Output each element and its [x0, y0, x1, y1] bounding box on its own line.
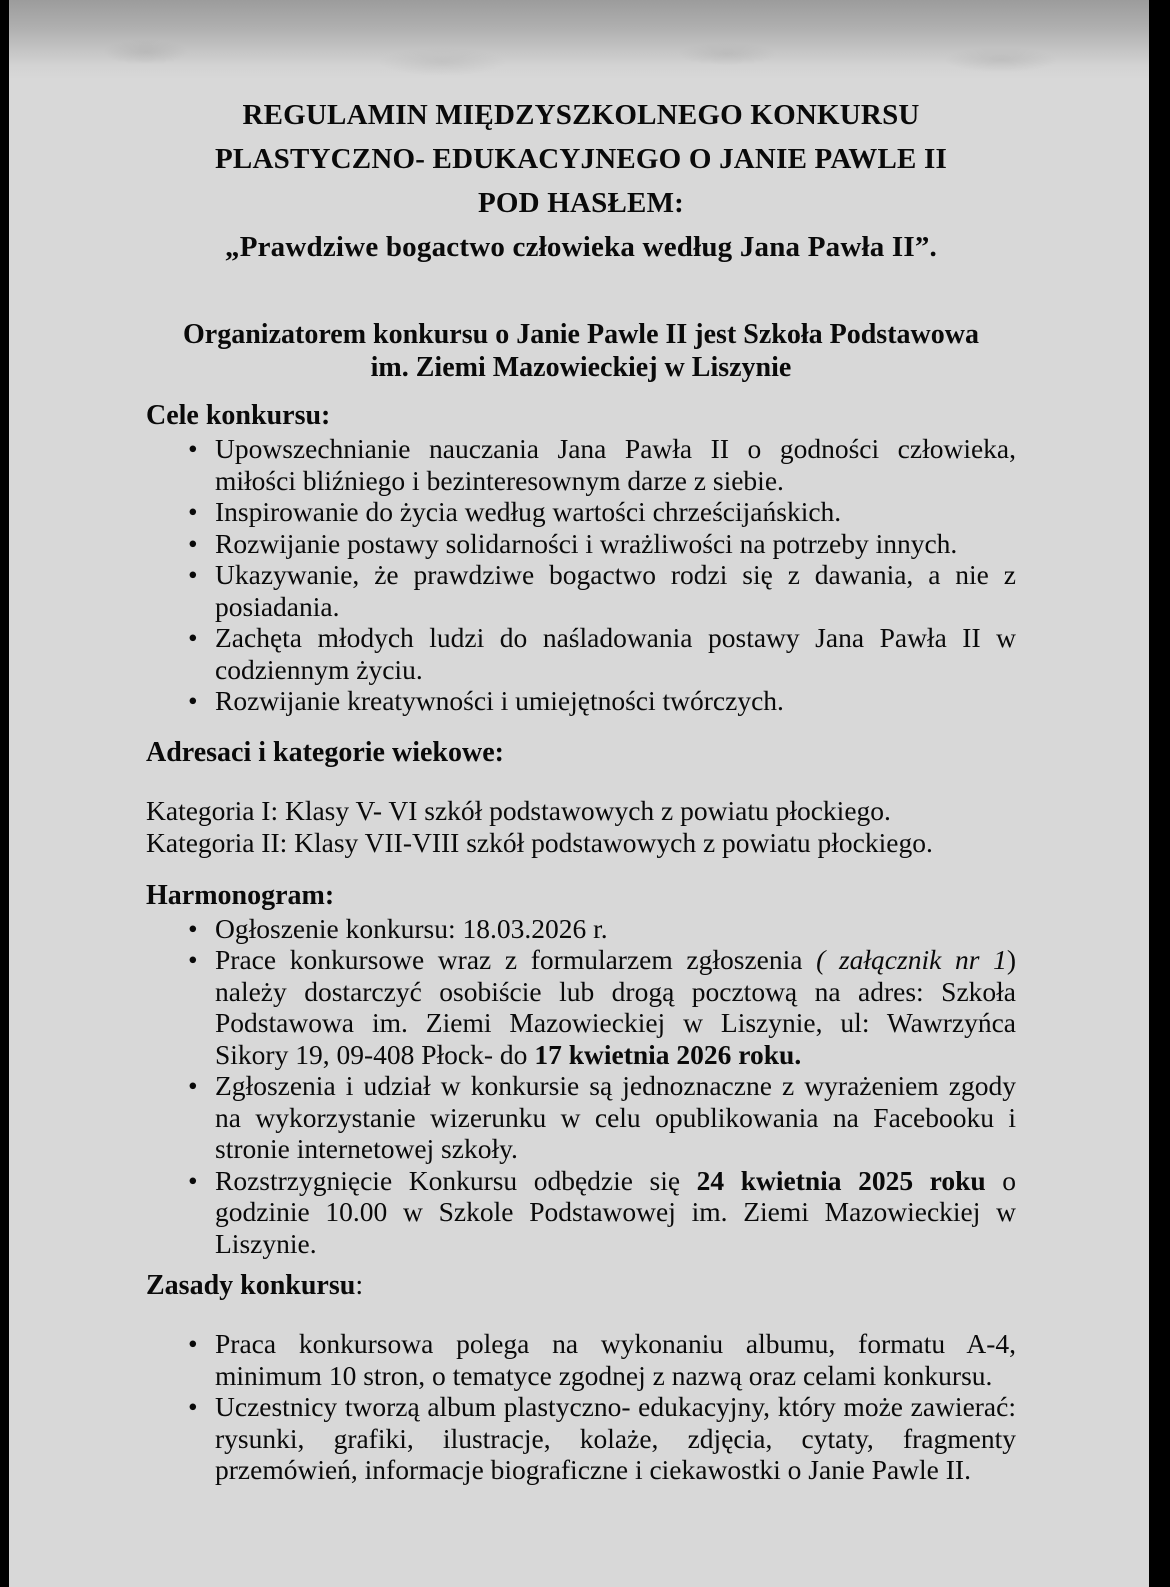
text-run: Prace konkursowe wraz z formularzem zgłoszenia — [215, 944, 817, 975]
title-line-3: POD HASŁEM: — [477, 187, 684, 219]
section-heading-adresaci: Adresaci i kategorie wiekowe: — [146, 736, 504, 768]
list-item — [215, 913, 1016, 945]
scanned-document-page — [9, 0, 1149, 1587]
text-run: Rozstrzygnięcie Konkursu odbędzie się — [215, 1164, 697, 1196]
list-item: • Praca konkursowa polega na wykonaniu albumu, formatu A-4, minimum 10 stron, o tematyce zgodnej z nazwą oraz celami konkursu. — [215, 1328, 1016, 1391]
text-run: o godzinie 10.00 w Szkole Podstawowej im. Ziemi Mazowieckiej w Liszynie. — [215, 1164, 1017, 1259]
list-item: • Ukazywanie, że prawdziwe bogactwo rodzi się z dawania, a nie z posiadania. — [215, 559, 1016, 622]
organizer-line-2: im. Ziemi Mazowieckiej w Liszynie — [370, 352, 792, 383]
document-title — [146, 0, 1016, 262]
text-run-bold: 17 kwietnia 2026 roku. — [534, 1038, 802, 1070]
list-item: • Uczestnicy tworzą album plastyczno- edukacyjny, który może zawierać: rysunki, grafiki, ilustracje, kolaże, zdjęcia, cytaty, fragmenty przemówień, informacje biograficzne i ciekawostki o Janie Pawle II. — [215, 1391, 1016, 1486]
text-run-bold: Zasady konkursu — [146, 1270, 356, 1301]
list-item — [215, 1165, 1016, 1260]
section-heading-harmonogram: Harmonogram: — [146, 879, 335, 911]
text-run: ) należy dostarczyć osobiście lub drogą pocztową na adres: Szkoła Podstawowa im. Ziemi Mazowieckiej w Liszynie, ul: Wawrzyńca Sikory 19, 09-408 Płock- do — [215, 944, 1016, 1070]
document-content — [9, 0, 1149, 1486]
kategoria-1-line: Kategoria I: Klasy V- VI szkół podstawowych z powiatu płockiego. — [146, 794, 891, 826]
list-item: • Rozwijanie kreatywności i umiejętności twórczych. — [215, 685, 1016, 717]
list-item: • Upowszechnianie nauczania Jana Pawła II o godności człowieka, miłości bliźniego i bezinteresownym darze z siebie. — [215, 433, 1016, 496]
title-line-1: REGULAMIN MIĘDZYSZKOLNEGO KONKURSU — [242, 99, 920, 131]
title-line-4: „Prawdziwe bogactwo człowieka według Jana Pawła II”. — [225, 231, 937, 263]
list-item — [215, 1070, 1016, 1165]
list-item: • Rozwijanie postawy solidarności i wrażliwości na potrzeby innych. — [215, 528, 1016, 560]
text-run: Ogłoszenie konkursu: 18.03.2026 r. — [215, 912, 608, 944]
section-heading-zasady — [146, 1270, 1016, 1301]
zasady-list — [146, 1328, 1016, 1486]
text-run-italic: ( załącznik nr 1 — [816, 944, 1007, 975]
kategoria-2-line: Kategoria II: Klasy VII-VIII szkół podstawowych z powiatu płockiego. — [146, 826, 933, 858]
kategorie-block — [146, 795, 1016, 859]
organizer-block — [146, 318, 1016, 384]
text-run-bold: 24 kwietnia 2025 roku — [696, 1164, 986, 1196]
cele-list — [146, 433, 1016, 717]
organizer-line-1: Organizatorem konkursu o Janie Pawle II jest Szkoła Podstawowa — [183, 319, 979, 350]
title-line-2: PLASTYCZNO- EDUKACYJNEGO O JANIE PAWLE II — [215, 143, 947, 175]
harmonogram-list — [146, 913, 1016, 1260]
list-item: • Inspirowanie do życia według wartości chrześcijańskich. — [215, 496, 1016, 528]
list-item — [215, 944, 1016, 1070]
text-run: : — [355, 1270, 364, 1301]
text-run: Zgłoszenia i udział w konkursie są jednoznaczne z wyrażeniem zgody na wykorzystanie wizerunku w celu opublikowania na Facebooku i stronie internetowej szkoły. — [215, 1070, 1016, 1164]
list-item: • Zachęta młodych ludzi do naśladowania postawy Jana Pawła II w codziennym życiu. — [215, 622, 1016, 685]
section-heading-cele: Cele konkursu: — [146, 400, 331, 431]
